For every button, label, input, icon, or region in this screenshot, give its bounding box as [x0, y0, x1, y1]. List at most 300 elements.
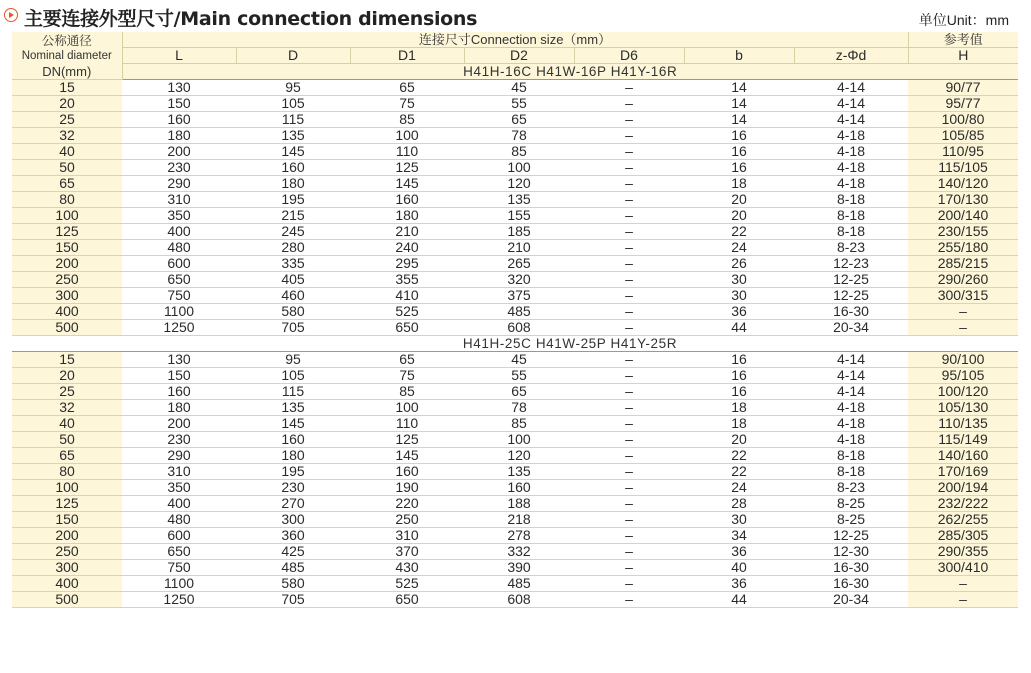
cell-d2: 210	[464, 240, 574, 256]
cell-dn: 80	[12, 464, 122, 480]
table-row	[12, 304, 1018, 320]
model-label: H41H-25C H41W-25P H41Y-25R	[122, 336, 1018, 352]
cell-d1: 310	[350, 528, 464, 544]
dn-header-unit: DN(mm)	[42, 64, 92, 79]
cell-l: 350	[122, 480, 236, 496]
cell-z-d: 8-23	[794, 240, 908, 256]
table-row	[12, 416, 1018, 432]
cell-b: 22	[684, 448, 794, 464]
cell-dn: 40	[12, 416, 122, 432]
cell-d1: 525	[350, 304, 464, 320]
cell-d2: 45	[464, 352, 574, 368]
cell-b: 14	[684, 96, 794, 112]
cell-z-d: 12-25	[794, 288, 908, 304]
cell-d1: 100	[350, 400, 464, 416]
col-header-l: L	[122, 48, 236, 64]
cell-d6: –	[574, 240, 684, 256]
cell-dn: 300	[12, 560, 122, 576]
cell-b: 14	[684, 80, 794, 96]
cell-d2: 85	[464, 144, 574, 160]
dn-header	[12, 32, 122, 80]
cell-d1: 250	[350, 512, 464, 528]
cell-dn: 500	[12, 592, 122, 608]
cell-d1: 145	[350, 448, 464, 464]
cell-z-d: 8-18	[794, 448, 908, 464]
cell-h: 95/77	[908, 96, 1018, 112]
table-row	[12, 192, 1018, 208]
cell-d1: 190	[350, 480, 464, 496]
cell-b: 24	[684, 480, 794, 496]
cell-dn: 125	[12, 224, 122, 240]
cell-l: 230	[122, 160, 236, 176]
table-row	[12, 544, 1018, 560]
cell-h: –	[908, 576, 1018, 592]
cell-b: 44	[684, 592, 794, 608]
table-row	[12, 352, 1018, 368]
cell-l: 750	[122, 560, 236, 576]
cell-d: 270	[236, 496, 350, 512]
model-row-section-2	[12, 336, 1018, 352]
cell-d: 705	[236, 592, 350, 608]
col-header-d1: D1	[350, 48, 464, 64]
cell-z-d: 8-18	[794, 192, 908, 208]
cell-dn: 20	[12, 96, 122, 112]
cell-z-d: 8-25	[794, 496, 908, 512]
cell-d: 180	[236, 448, 350, 464]
col-header-d6: D6	[574, 48, 684, 64]
cell-z-d: 8-18	[794, 464, 908, 480]
cell-d6: –	[574, 384, 684, 400]
cell-d6: –	[574, 144, 684, 160]
cell-z-d: 4-18	[794, 160, 908, 176]
cell-dn: 250	[12, 544, 122, 560]
cell-d2: 78	[464, 400, 574, 416]
cell-l: 130	[122, 80, 236, 96]
table-row	[12, 224, 1018, 240]
cell-h: 90/100	[908, 352, 1018, 368]
cell-b: 36	[684, 304, 794, 320]
table-row	[12, 448, 1018, 464]
cell-d2: 218	[464, 512, 574, 528]
cell-dn: 500	[12, 320, 122, 336]
cell-d1: 240	[350, 240, 464, 256]
cell-l: 310	[122, 192, 236, 208]
cell-d1: 160	[350, 192, 464, 208]
cell-b: 20	[684, 192, 794, 208]
table-row	[12, 400, 1018, 416]
cell-h: 105/85	[908, 128, 1018, 144]
cell-d6: –	[574, 560, 684, 576]
table-row	[12, 560, 1018, 576]
cell-b: 18	[684, 176, 794, 192]
cell-d: 115	[236, 112, 350, 128]
cell-d2: 375	[464, 288, 574, 304]
cell-h: 290/260	[908, 272, 1018, 288]
cell-z-d: 4-14	[794, 80, 908, 96]
table-row	[12, 576, 1018, 592]
table-row	[12, 112, 1018, 128]
cell-l: 160	[122, 112, 236, 128]
cell-d6: –	[574, 272, 684, 288]
cell-d2: 100	[464, 432, 574, 448]
cell-b: 18	[684, 400, 794, 416]
cell-z-d: 20-34	[794, 592, 908, 608]
cell-d6: –	[574, 96, 684, 112]
cell-d: 360	[236, 528, 350, 544]
cell-l: 600	[122, 528, 236, 544]
cell-d1: 220	[350, 496, 464, 512]
cell-l: 600	[122, 256, 236, 272]
cell-d1: 430	[350, 560, 464, 576]
cell-l: 1250	[122, 320, 236, 336]
cell-d1: 65	[350, 80, 464, 96]
cell-h: 95/105	[908, 368, 1018, 384]
cell-d6: –	[574, 368, 684, 384]
dn-header-cn: 公称通径	[41, 34, 92, 48]
cell-l: 160	[122, 384, 236, 400]
cell-d2: 332	[464, 544, 574, 560]
cell-z-d: 8-23	[794, 480, 908, 496]
reference-header: 参考值	[908, 32, 1018, 48]
cell-h: 285/305	[908, 528, 1018, 544]
cell-z-d: 8-18	[794, 208, 908, 224]
cell-b: 36	[684, 576, 794, 592]
cell-d6: –	[574, 528, 684, 544]
cell-dn: 32	[12, 400, 122, 416]
cell-d6: –	[574, 464, 684, 480]
cell-l: 1100	[122, 304, 236, 320]
cell-d1: 650	[350, 320, 464, 336]
cell-h: 100/80	[908, 112, 1018, 128]
cell-d1: 650	[350, 592, 464, 608]
cell-dn: 32	[12, 128, 122, 144]
cell-d1: 355	[350, 272, 464, 288]
cell-l: 400	[122, 496, 236, 512]
cell-d: 580	[236, 576, 350, 592]
cell-z-d: 4-14	[794, 96, 908, 112]
table-row	[12, 288, 1018, 304]
cell-d6: –	[574, 176, 684, 192]
cell-dn: 150	[12, 512, 122, 528]
cell-z-d: 16-30	[794, 560, 908, 576]
cell-d1: 410	[350, 288, 464, 304]
cell-z-d: 16-30	[794, 576, 908, 592]
table-row	[12, 96, 1018, 112]
cell-z-d: 4-18	[794, 416, 908, 432]
cell-z-d: 4-14	[794, 112, 908, 128]
connection-size-header: 连接尺寸Connection size（mm）	[122, 32, 908, 48]
cell-d1: 295	[350, 256, 464, 272]
cell-h: 115/105	[908, 160, 1018, 176]
cell-h: 110/95	[908, 144, 1018, 160]
cell-dn: 250	[12, 272, 122, 288]
table-row	[12, 432, 1018, 448]
cell-d2: 65	[464, 384, 574, 400]
cell-z-d: 20-34	[794, 320, 908, 336]
table-row	[12, 240, 1018, 256]
cell-d6: –	[574, 112, 684, 128]
cell-l: 1100	[122, 576, 236, 592]
table-row	[12, 176, 1018, 192]
cell-d2: 120	[464, 448, 574, 464]
cell-d1: 125	[350, 432, 464, 448]
cell-d: 215	[236, 208, 350, 224]
cell-dn: 100	[12, 480, 122, 496]
table-row	[12, 80, 1018, 96]
cell-b: 26	[684, 256, 794, 272]
title-bar	[0, 0, 1031, 30]
cell-l: 350	[122, 208, 236, 224]
cell-d1: 100	[350, 128, 464, 144]
cell-l: 1250	[122, 592, 236, 608]
cell-d6: –	[574, 192, 684, 208]
cell-d6: –	[574, 480, 684, 496]
cell-h: 170/169	[908, 464, 1018, 480]
cell-d1: 180	[350, 208, 464, 224]
cell-d6: –	[574, 576, 684, 592]
cell-l: 200	[122, 416, 236, 432]
cell-d: 230	[236, 480, 350, 496]
cell-d2: 85	[464, 416, 574, 432]
cell-h: 255/180	[908, 240, 1018, 256]
cell-l: 650	[122, 272, 236, 288]
cell-h: 140/160	[908, 448, 1018, 464]
table-row	[12, 208, 1018, 224]
cell-z-d: 4-18	[794, 128, 908, 144]
cell-d6: –	[574, 256, 684, 272]
cell-dn: 125	[12, 496, 122, 512]
cell-d: 115	[236, 384, 350, 400]
cell-l: 290	[122, 448, 236, 464]
cell-d1: 160	[350, 464, 464, 480]
cell-b: 34	[684, 528, 794, 544]
cell-dn: 200	[12, 256, 122, 272]
cell-d1: 125	[350, 160, 464, 176]
cell-d: 135	[236, 128, 350, 144]
cell-d1: 210	[350, 224, 464, 240]
table-row	[12, 480, 1018, 496]
cell-d: 195	[236, 192, 350, 208]
model-row-spacer	[12, 336, 122, 352]
table-row	[12, 528, 1018, 544]
dimensions-table	[12, 32, 1018, 608]
cell-l: 650	[122, 544, 236, 560]
cell-b: 16	[684, 384, 794, 400]
cell-d: 425	[236, 544, 350, 560]
cell-dn: 25	[12, 384, 122, 400]
cell-d2: 135	[464, 464, 574, 480]
table-row	[12, 384, 1018, 400]
cell-z-d: 12-30	[794, 544, 908, 560]
cell-b: 30	[684, 288, 794, 304]
cell-d6: –	[574, 352, 684, 368]
cell-d1: 65	[350, 352, 464, 368]
cell-d6: –	[574, 208, 684, 224]
cell-dn: 25	[12, 112, 122, 128]
cell-l: 150	[122, 368, 236, 384]
cell-l: 290	[122, 176, 236, 192]
cell-b: 16	[684, 144, 794, 160]
cell-dn: 50	[12, 432, 122, 448]
cell-z-d: 12-23	[794, 256, 908, 272]
cell-d: 705	[236, 320, 350, 336]
table-row	[12, 144, 1018, 160]
table-row	[12, 256, 1018, 272]
col-header-h: H	[908, 48, 1018, 64]
cell-z-d: 4-14	[794, 368, 908, 384]
cell-d: 160	[236, 160, 350, 176]
cell-b: 36	[684, 544, 794, 560]
cell-d: 180	[236, 176, 350, 192]
cell-d2: 55	[464, 96, 574, 112]
cell-d: 105	[236, 368, 350, 384]
cell-dn: 15	[12, 352, 122, 368]
cell-h: 262/255	[908, 512, 1018, 528]
cell-b: 22	[684, 224, 794, 240]
cell-z-d: 4-18	[794, 144, 908, 160]
cell-b: 30	[684, 272, 794, 288]
cell-d2: 485	[464, 304, 574, 320]
cell-h: 290/355	[908, 544, 1018, 560]
cell-h: 100/120	[908, 384, 1018, 400]
cell-d2: 78	[464, 128, 574, 144]
cell-dn: 150	[12, 240, 122, 256]
cell-b: 44	[684, 320, 794, 336]
cell-d2: 65	[464, 112, 574, 128]
cell-d2: 320	[464, 272, 574, 288]
table-body	[12, 80, 1018, 608]
cell-z-d: 8-18	[794, 224, 908, 240]
table-row	[12, 160, 1018, 176]
table-row	[12, 512, 1018, 528]
cell-dn: 40	[12, 144, 122, 160]
cell-h: 140/120	[908, 176, 1018, 192]
cell-d6: –	[574, 448, 684, 464]
cell-d: 160	[236, 432, 350, 448]
cell-d: 335	[236, 256, 350, 272]
cell-d2: 485	[464, 576, 574, 592]
cell-d: 95	[236, 80, 350, 96]
model-row-section-1: H41H-16C H41W-16P H41Y-16R	[122, 64, 1018, 80]
cell-d6: –	[574, 432, 684, 448]
cell-d2: 390	[464, 560, 574, 576]
dn-header-en: Nominal diameter	[21, 50, 112, 62]
cell-dn: 400	[12, 304, 122, 320]
cell-d6: –	[574, 512, 684, 528]
cell-b: 24	[684, 240, 794, 256]
cell-d2: 155	[464, 208, 574, 224]
cell-l: 750	[122, 288, 236, 304]
cell-l: 150	[122, 96, 236, 112]
cell-h: 200/194	[908, 480, 1018, 496]
cell-h: 110/135	[908, 416, 1018, 432]
cell-b: 40	[684, 560, 794, 576]
cell-l: 310	[122, 464, 236, 480]
cell-d1: 85	[350, 112, 464, 128]
cell-l: 230	[122, 432, 236, 448]
cell-d2: 120	[464, 176, 574, 192]
cell-l: 180	[122, 128, 236, 144]
cell-dn: 80	[12, 192, 122, 208]
cell-h: –	[908, 304, 1018, 320]
cell-d1: 110	[350, 144, 464, 160]
cell-d6: –	[574, 496, 684, 512]
cell-d: 485	[236, 560, 350, 576]
cell-b: 28	[684, 496, 794, 512]
cell-b: 18	[684, 416, 794, 432]
cell-d1: 85	[350, 384, 464, 400]
cell-h: 200/140	[908, 208, 1018, 224]
cell-h: 285/215	[908, 256, 1018, 272]
table-row	[12, 592, 1018, 608]
cell-d2: 188	[464, 496, 574, 512]
cell-d6: –	[574, 416, 684, 432]
cell-d2: 100	[464, 160, 574, 176]
col-header-z-d: z-Φd	[794, 48, 908, 64]
cell-b: 30	[684, 512, 794, 528]
cell-d: 245	[236, 224, 350, 240]
cell-d: 460	[236, 288, 350, 304]
cell-d1: 75	[350, 368, 464, 384]
cell-d: 135	[236, 400, 350, 416]
cell-d6: –	[574, 320, 684, 336]
cell-d2: 608	[464, 320, 574, 336]
cell-d1: 145	[350, 176, 464, 192]
cell-z-d: 8-25	[794, 512, 908, 528]
cell-dn: 200	[12, 528, 122, 544]
cell-dn: 50	[12, 160, 122, 176]
cell-d: 195	[236, 464, 350, 480]
cell-l: 480	[122, 512, 236, 528]
cell-dn: 100	[12, 208, 122, 224]
cell-d2: 160	[464, 480, 574, 496]
cell-d: 105	[236, 96, 350, 112]
cell-d6: –	[574, 224, 684, 240]
cell-b: 14	[684, 112, 794, 128]
cell-b: 16	[684, 160, 794, 176]
cell-z-d: 12-25	[794, 528, 908, 544]
cell-d2: 45	[464, 80, 574, 96]
cell-d: 280	[236, 240, 350, 256]
page-title: 主要连接外型尺寸/Main connection dimensions	[24, 8, 478, 30]
cell-dn: 20	[12, 368, 122, 384]
cell-b: 16	[684, 352, 794, 368]
cell-dn: 65	[12, 448, 122, 464]
table-row	[12, 320, 1018, 336]
cell-d1: 525	[350, 576, 464, 592]
cell-l: 400	[122, 224, 236, 240]
cell-h: 300/315	[908, 288, 1018, 304]
cell-b: 16	[684, 128, 794, 144]
cell-d: 145	[236, 416, 350, 432]
table-row	[12, 464, 1018, 480]
cell-d1: 75	[350, 96, 464, 112]
cell-h: 232/222	[908, 496, 1018, 512]
cell-z-d: 4-14	[794, 384, 908, 400]
cell-h: 90/77	[908, 80, 1018, 96]
cell-d2: 278	[464, 528, 574, 544]
unit-label: 单位Unit：mm	[918, 12, 1009, 28]
cell-l: 200	[122, 144, 236, 160]
table-row	[12, 496, 1018, 512]
cell-h: 170/130	[908, 192, 1018, 208]
cell-z-d: 4-18	[794, 400, 908, 416]
cell-h: 300/410	[908, 560, 1018, 576]
cell-z-d: 4-14	[794, 352, 908, 368]
cell-d: 405	[236, 272, 350, 288]
cell-dn: 400	[12, 576, 122, 592]
col-header-d: D	[236, 48, 350, 64]
